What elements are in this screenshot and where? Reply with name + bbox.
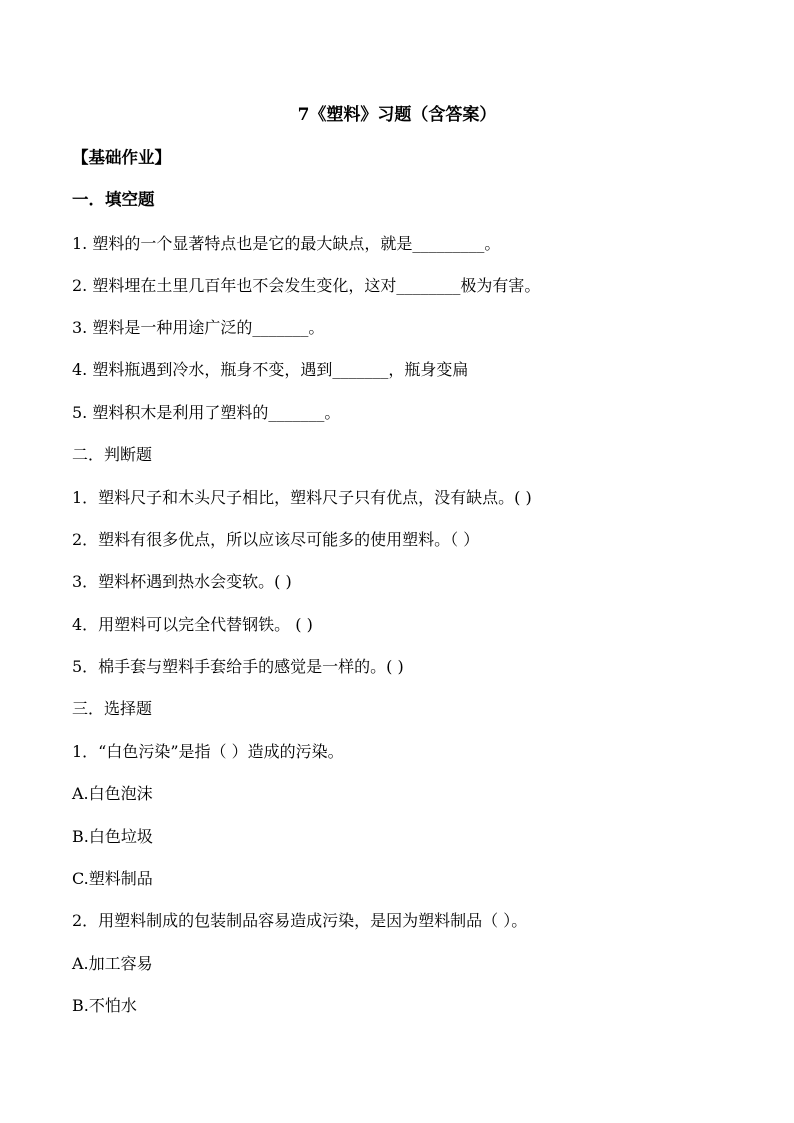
true-false-item-3: 3．塑料杯遇到热水会变软。( ) xyxy=(72,572,292,591)
fill-blank-item-5: 5. 塑料积木是利用了塑料的_______。 xyxy=(72,403,341,422)
choice-q2-option-b: B.不怕水 xyxy=(72,996,137,1015)
fill-blank-item-3: 3. 塑料是一种用途广泛的_______。 xyxy=(72,318,325,337)
true-false-item-2: 2．塑料有很多优点，所以应该尽可能多的使用塑料。（ ） xyxy=(72,530,480,549)
section-heading: 【基础作业】 xyxy=(72,148,171,167)
fill-blank-item-1: 1. 塑料的一个显著特点也是它的最大缺点，就是_________。 xyxy=(72,234,501,253)
true-false-heading: 二．判断题 xyxy=(72,445,153,464)
choice-q1-option-a: A.白色泡沫 xyxy=(72,784,153,803)
choice-q2-option-a: A.加工容易 xyxy=(72,954,153,973)
true-false-item-4: 4．用塑料可以完全代替钢铁。 ( ) xyxy=(72,615,313,634)
fill-blank-heading: 一．填空题 xyxy=(72,190,155,209)
document-title: 7《塑料》习题（含答案） xyxy=(297,105,497,125)
choice-question-1: 1．“白色污染”是指（ ）造成的污染。 xyxy=(72,742,344,761)
choice-q1-option-c: C.塑料制品 xyxy=(72,869,153,888)
fill-blank-item-2: 2. 塑料埋在土里几百年也不会发生变化，这对________极为有害。 xyxy=(72,276,541,295)
multiple-choice-heading: 三．选择题 xyxy=(72,699,153,718)
true-false-item-1: 1．塑料尺子和木头尺子相比，塑料尺子只有优点，没有缺点。( ) xyxy=(72,488,532,507)
choice-question-2: 2．用塑料制成的包装制品容易造成污染，是因为塑料制品（ ）。 xyxy=(72,911,528,930)
fill-blank-item-4: 4. 塑料瓶遇到冷水，瓶身不变，遇到_______，瓶身变扁 xyxy=(72,360,469,379)
choice-q1-option-b: B.白色垃圾 xyxy=(72,827,153,846)
true-false-item-5: 5．棉手套与塑料手套给手的感觉是一样的。( ) xyxy=(72,657,404,676)
